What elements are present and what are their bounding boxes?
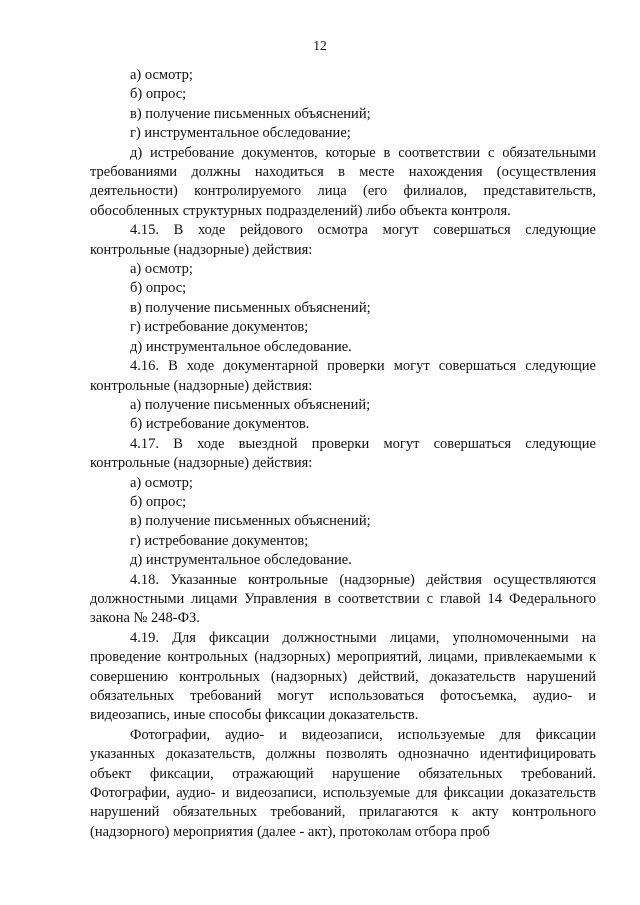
paragraph: д) инструментальное обследование. xyxy=(130,338,352,355)
paragraph: в) получение письменных объяснений; xyxy=(130,105,371,122)
paragraph: б) опрос; xyxy=(130,86,187,103)
paragraph: д) инструментальное обследование. xyxy=(130,552,352,569)
paragraph: Фотографии, аудио- и видеозаписи, используемые для фиксации указанных доказательств, должны позволять однозначно идентифицировать объект фиксации, отражающий нарушение обязательных требований. Фотографии, аудио- и видеозаписи, используемые для фиксации доказательств нарушений обязательных требований, прилагаются к акту контрольного (надзорного) мероприятия (далее - акт), протоколам отбора проб xyxy=(90,726,596,840)
paragraph: 4.15. В ходе рейдового осмотра могут совершаться следующие контрольные (надзорные) действия: xyxy=(90,222,596,258)
paragraph: 4.19. Для фиксации должностными лицами, уполномоченными на проведение контрольных (надзорных) мероприятий, лицами, привлекаемыми к совершению контрольных (надзорных) действий, доказательств нарушений обязательных требований могут использоваться фотосъемка, аудио- и видеозапись, иные способы фиксации доказательств. xyxy=(90,629,596,724)
paragraph: в) получение письменных объяснений; xyxy=(130,299,371,316)
page-number: 12 xyxy=(313,38,327,53)
paragraph: 4.18. Указанные контрольные (надзорные) действия осуществляются должностными лицами Управления в соответствии с главой 14 Федерального закона № 248-ФЗ. xyxy=(90,571,596,627)
paragraph: б) опрос; xyxy=(130,280,187,297)
paragraph: д) истребование документов, которые в соответствии с обязательными требованиями должны находиться в месте нахождения (осуществления деятельности) контролируемого лица (его филиалов, представительств, обособленных структурных подразделений) либо объекта контроля. xyxy=(90,144,596,219)
paragraph: а) осмотр; xyxy=(130,474,193,491)
paragraph: б) истребование документов. xyxy=(130,416,310,433)
paragraph: 4.17. В ходе выездной проверки могут совершаться следующие контрольные (надзорные) действия: xyxy=(90,435,596,472)
document-body xyxy=(90,66,596,842)
paragraph: г) истребование документов; xyxy=(130,319,309,336)
paragraph: в) получение письменных объяснений; xyxy=(130,513,371,530)
paragraph: г) инструментальное обследование; xyxy=(130,125,351,142)
paragraph: г) истребование документов; xyxy=(130,532,309,549)
paragraph: а) получение письменных объяснений; xyxy=(130,396,371,413)
paragraph: 4.16. В ходе документарной проверки могут совершаться следующие контрольные (надзорные) действия: xyxy=(90,358,596,394)
paragraph: а) осмотр; xyxy=(130,261,193,278)
paragraph: а) осмотр; xyxy=(130,67,193,83)
paragraph: б) опрос; xyxy=(130,493,187,510)
